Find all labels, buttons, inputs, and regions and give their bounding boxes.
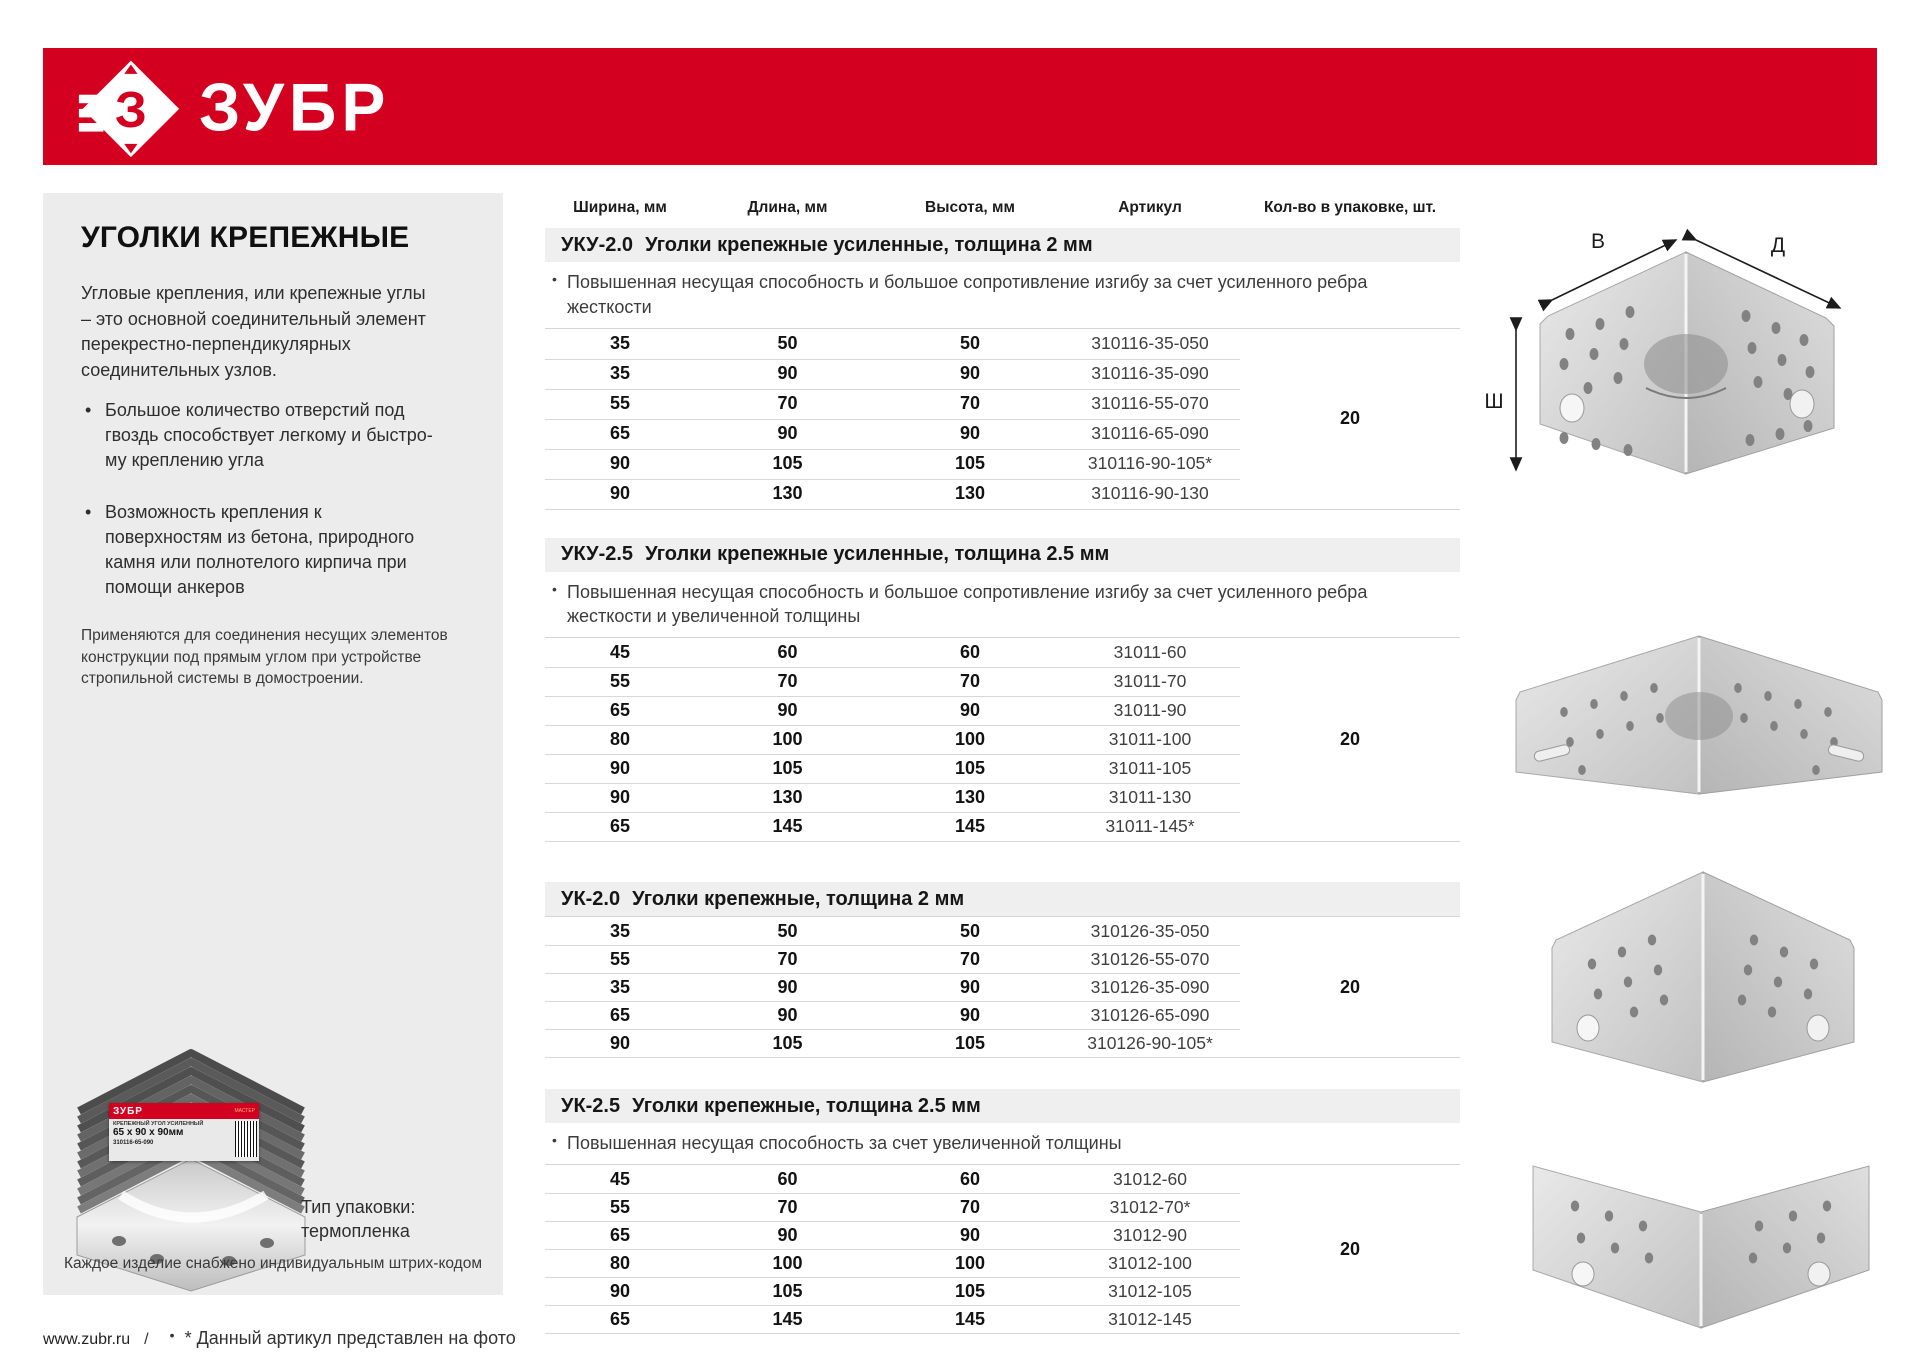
section-title: Уголки крепежные, толщина 2.5 мм <box>632 1094 981 1117</box>
dim-label-b: В <box>1590 230 1606 253</box>
dimension-cell: 105 <box>880 754 1060 784</box>
dimension-cell: 50 <box>695 917 880 946</box>
package-label-product: КРЕПЕЖНЫЙ УГОЛ УСИЛЕННЫЙ <box>113 1121 204 1127</box>
dimension-cell: 90 <box>880 696 1060 726</box>
package-type-value: термопленка <box>301 1221 410 1242</box>
application-text: Применяются для соединения несущих элементов конструкции под прямым углом при устройстве стропильной системы в домостроении. <box>81 627 448 688</box>
table-section <box>545 538 1460 843</box>
section-code: УКУ-2.0 <box>561 233 634 256</box>
dimension-cell: 90 <box>880 419 1060 450</box>
section-code: УК-2.0 <box>561 887 621 910</box>
feature-item: • Большое количество отверстий под гвоздь способствует легкому и быстро-му креплению угла <box>81 398 443 474</box>
article-cell: 310116-55-070 <box>1060 389 1240 420</box>
section-banner <box>545 1089 1460 1123</box>
article-cell: 310116-90-105* <box>1060 449 1240 480</box>
header-bar <box>43 48 1877 165</box>
qty-cell: 20 <box>1339 1238 1361 1259</box>
barcode-icon <box>235 1121 257 1157</box>
dimension-cell: 130 <box>695 783 880 813</box>
dimension-cell: 50 <box>880 917 1060 946</box>
dimension-cell: 35 <box>545 917 695 946</box>
dim-label-sh: Ш <box>1484 390 1504 413</box>
dimension-cell: 65 <box>545 419 695 450</box>
article-cell: 310126-90-105* <box>1060 1029 1240 1058</box>
dimension-cell: 100 <box>880 1249 1060 1278</box>
dimension-cell: 70 <box>880 1193 1060 1222</box>
package-label <box>109 1103 259 1161</box>
dimension-cell: 70 <box>695 667 880 697</box>
dim-label-d: Д <box>1770 234 1786 257</box>
dimension-cell: 90 <box>695 1221 880 1250</box>
dimension-cell: 60 <box>880 1165 1060 1194</box>
zubr-logo-text: ЗУБР <box>199 68 391 145</box>
product-photo-uku20 <box>1468 212 1904 512</box>
col-header-article: Артикул <box>1118 199 1182 216</box>
col-header-height: Высота, мм <box>925 199 1015 216</box>
section-banner <box>545 882 1460 916</box>
dimension-cell: 65 <box>545 1221 695 1250</box>
page-title: УГОЛКИ КРЕПЕЖНЫЕ <box>81 221 410 254</box>
dimension-cell: 35 <box>545 973 695 1002</box>
article-cell: 310116-90-130 <box>1060 479 1240 510</box>
dimension-cell: 80 <box>545 1249 695 1278</box>
dimension-cell: 90 <box>695 973 880 1002</box>
dimension-cell: 90 <box>880 1001 1060 1030</box>
dimension-cell: 105 <box>695 754 880 784</box>
section-note: • Повышенная несущая способность и большое сопротивление изгибу за счет усиленного ребра жесткости и увеличенной толщины <box>545 572 1435 638</box>
dimension-cell: 65 <box>545 696 695 726</box>
footer-separator: / <box>144 1331 149 1348</box>
dimension-cell: 105 <box>695 1029 880 1058</box>
qty-cell: 20 <box>1339 729 1361 750</box>
rows-block <box>545 637 1460 842</box>
svg-text:З: З <box>114 80 147 138</box>
col-header-width: Ширина, мм <box>573 199 667 216</box>
dimension-cell: 105 <box>695 449 880 480</box>
article-cell: 310116-35-090 <box>1060 359 1240 390</box>
article-cell: 310126-65-090 <box>1060 1001 1240 1030</box>
article-cell: 31012-145 <box>1060 1305 1240 1334</box>
article-cell: 31012-100 <box>1060 1249 1240 1278</box>
dimension-cell: 90 <box>545 449 695 480</box>
dimension-cell: 60 <box>695 638 880 668</box>
dimension-cell: 90 <box>880 973 1060 1002</box>
col-header-length: Длина, мм <box>747 199 828 216</box>
product-photo-uk20 <box>1522 852 1884 1087</box>
barcode-note: Каждое изделие снабжено индивидуальным штрих-кодом <box>63 1255 483 1272</box>
dimension-cell: 100 <box>695 1249 880 1278</box>
qty-cell: 20 <box>1339 976 1361 997</box>
dimension-cell: 145 <box>695 1305 880 1334</box>
dimension-cell: 90 <box>545 754 695 784</box>
dimension-cell: 145 <box>880 812 1060 842</box>
dimension-cell: 145 <box>695 812 880 842</box>
dimension-cell: 70 <box>695 1193 880 1222</box>
article-cell: 310116-35-050 <box>1060 329 1240 360</box>
dimension-cell: 55 <box>545 1193 695 1222</box>
dimension-cell: 45 <box>545 638 695 668</box>
article-cell: 31012-105 <box>1060 1277 1240 1306</box>
dimension-cell: 90 <box>545 479 695 510</box>
dimension-cell: 70 <box>695 389 880 420</box>
article-cell: 310116-65-090 <box>1060 419 1240 450</box>
section-code: УК-2.5 <box>561 1094 621 1117</box>
section-banner <box>545 538 1460 572</box>
package-type <box>301 1195 415 1244</box>
dimension-cell: 70 <box>880 945 1060 974</box>
section-code: УКУ-2.5 <box>561 543 634 566</box>
dimension-cell: 130 <box>695 479 880 510</box>
package-label-sub: МАСТЕР <box>234 1108 255 1114</box>
article-cell: 31012-60 <box>1060 1165 1240 1194</box>
feature-list <box>81 398 443 626</box>
section-title: Уголки крепежные усиленные, толщина 2.5 мм <box>645 543 1110 566</box>
dimension-cell: 130 <box>880 783 1060 813</box>
table-header <box>545 196 1460 220</box>
dimension-cell: 100 <box>695 725 880 755</box>
dimension-cell: 60 <box>695 1165 880 1194</box>
package-label-size: 65 x 90 x 90мм <box>113 1127 184 1138</box>
site-link[interactable]: www.zubr.ru <box>43 1331 131 1348</box>
package-type-label: Тип упаковки: <box>301 1197 416 1217</box>
article-cell: 310126-35-090 <box>1060 973 1240 1002</box>
table-section <box>545 882 1460 1058</box>
package-label-article: 310116-65-090 <box>113 1140 154 1146</box>
package-label-body <box>109 1119 259 1161</box>
article-cell: 310126-35-050 <box>1060 917 1240 946</box>
dimension-cell: 130 <box>880 479 1060 510</box>
dimension-cell: 90 <box>880 1221 1060 1250</box>
rows-block <box>545 916 1460 1058</box>
product-photo-uk25 <box>1505 1122 1897 1340</box>
dimension-cell: 55 <box>545 667 695 697</box>
sidebar <box>43 193 503 1295</box>
article-cell: 31011-105 <box>1060 754 1240 784</box>
intro-text: Угловые крепления, или крепежные углы – это основной соединительный элемент перекрестно-перпендикулярных соединительных узлов. <box>81 283 426 380</box>
article-cell: 31011-70 <box>1060 667 1240 697</box>
dimension-cell: 90 <box>695 696 880 726</box>
dimension-cell: 70 <box>880 389 1060 420</box>
dimension-cell: 55 <box>545 945 695 974</box>
dimension-cell: 105 <box>880 1029 1060 1058</box>
col-header-qty: Кол-во в упаковке, шт. <box>1263 199 1437 216</box>
article-cell: 31011-100 <box>1060 725 1240 755</box>
section-note: • Повышенная несущая способность за счет увеличенной толщины <box>545 1123 1435 1164</box>
dimension-cell: 90 <box>695 359 880 390</box>
article-cell: 31011-60 <box>1060 638 1240 668</box>
dimension-cell: 65 <box>545 812 695 842</box>
footer <box>43 1318 1053 1357</box>
dimension-cell: 90 <box>695 1001 880 1030</box>
dimension-cell: 90 <box>880 359 1060 390</box>
dimension-cell: 50 <box>695 329 880 360</box>
table-sections <box>545 228 1460 1334</box>
section-title: Уголки крепежные, толщина 2 мм <box>632 887 965 910</box>
dimension-cell: 90 <box>545 783 695 813</box>
dimension-cell: 50 <box>880 329 1060 360</box>
zubr-logo-icon <box>77 55 181 159</box>
feature-item: • Возможность крепления к поверхностям из бетона, природного камня или полнотелого кирпича при помощи анкеров <box>81 500 443 601</box>
table-section <box>545 1089 1460 1334</box>
dimension-cell: 60 <box>880 638 1060 668</box>
dimension-cell: 70 <box>880 667 1060 697</box>
dimension-cell: 65 <box>545 1001 695 1030</box>
footer-note: • * Данный артикул представлен на фото <box>163 1318 1053 1357</box>
section-note: • Повышенная несущая способность и большое сопротивление изгибу за счет усиленного ребра жесткости <box>545 262 1435 328</box>
dimension-cell: 105 <box>695 1277 880 1306</box>
dimension-cell: 45 <box>545 1165 695 1194</box>
article-cell: 31011-145* <box>1060 812 1240 842</box>
dimension-cell: 70 <box>695 945 880 974</box>
rows-block <box>545 328 1460 510</box>
dimension-cell: 105 <box>880 449 1060 480</box>
article-cell: 31011-90 <box>1060 696 1240 726</box>
dimension-cell: 100 <box>880 725 1060 755</box>
dimension-cell: 55 <box>545 389 695 420</box>
article-cell: 310126-55-070 <box>1060 945 1240 974</box>
package-label-brand: ЗУБР <box>113 1105 143 1117</box>
article-cell: 31012-70* <box>1060 1193 1240 1222</box>
dimension-cell: 105 <box>880 1277 1060 1306</box>
dimension-cell: 90 <box>545 1029 695 1058</box>
dimension-cell: 35 <box>545 359 695 390</box>
dimension-cell: 35 <box>545 329 695 360</box>
dimension-cell: 145 <box>880 1305 1060 1334</box>
section-title: Уголки крепежные усиленные, толщина 2 мм <box>645 233 1093 256</box>
dimension-cell: 90 <box>695 419 880 450</box>
section-banner <box>545 228 1460 262</box>
package-label-header <box>109 1103 259 1119</box>
dimension-cell: 80 <box>545 725 695 755</box>
article-cell: 31011-130 <box>1060 783 1240 813</box>
dimension-cell: 65 <box>545 1305 695 1334</box>
rows-block <box>545 1164 1460 1334</box>
article-cell: 31012-90 <box>1060 1221 1240 1250</box>
dimension-cell: 90 <box>545 1277 695 1306</box>
product-photo-uku25 <box>1498 620 1900 800</box>
qty-cell: 20 <box>1339 408 1361 429</box>
table-section <box>545 228 1460 510</box>
